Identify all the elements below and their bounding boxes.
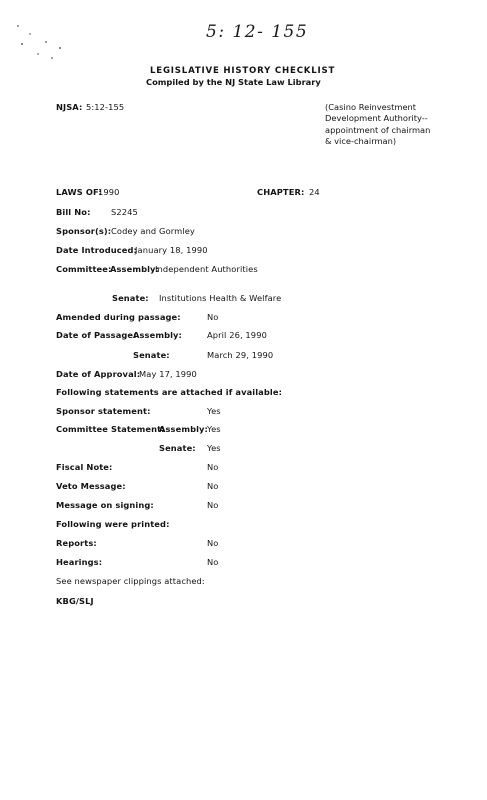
sponsors-value: Codey and Gormley: [111, 226, 195, 236]
passage-senate-label: Senate:: [133, 350, 170, 360]
date-of-approval-value: May 17, 1990: [139, 369, 197, 379]
passage-assembly-label: Assembly:: [133, 330, 182, 340]
reports-label: Reports:: [56, 538, 97, 548]
veto-message-label: Veto Message:: [56, 481, 126, 491]
bill-no-label: Bill No:: [56, 207, 91, 217]
committee-statement-assembly-label: Assembly:: [159, 424, 208, 434]
passage-assembly-value: April 26, 1990: [207, 330, 267, 340]
page-title: LEGISLATIVE HISTORY CHECKLIST: [150, 66, 336, 76]
sponsor-statement-label: Sponsor statement:: [56, 406, 151, 416]
hearings-label: Hearings:: [56, 557, 103, 567]
following-printed-heading: Following were printed:: [56, 519, 170, 529]
committee-statement-senate-value: Yes: [207, 443, 221, 453]
committee-label: Committee:: [56, 264, 112, 274]
laws-of-label: LAWS OF:: [56, 187, 102, 197]
subject-note: (Casino Reinvestment Development Authority--appointment of chairman & vice-chairman): [325, 102, 431, 146]
message-on-signing-label: Message on signing:: [56, 500, 154, 510]
sponsor-statement-value: Yes: [207, 406, 221, 416]
committee-statement-assembly-value: Yes: [207, 424, 221, 434]
compiler-initials: KBG/SLJ: [56, 596, 94, 606]
laws-of-value: 1990: [98, 187, 120, 197]
committee-assembly-value: Independent Authorities: [155, 264, 258, 274]
page-subtitle: Compiled by the NJ State Law Library: [146, 77, 321, 87]
fiscal-note-value: No: [207, 462, 219, 472]
date-introduced-value: January 18, 1990: [135, 245, 208, 255]
date-of-approval-label: Date of Approval:: [56, 369, 141, 379]
njsa-label: NJSA:: [56, 102, 83, 112]
amended-label: Amended during passage:: [56, 312, 181, 322]
committee-senate-label: Senate:: [112, 293, 149, 303]
following-statements-heading: Following statements are attached if available:: [56, 387, 283, 397]
scan-specks: [0, 0, 80, 70]
newspaper-clippings-note: See newspaper clippings attached:: [56, 576, 205, 586]
committee-statement-senate-label: Senate:: [159, 443, 196, 453]
sponsors-label: Sponsor(s):: [56, 226, 112, 236]
njsa-value: 5:12-155: [86, 102, 125, 112]
chapter-value: 24: [309, 187, 320, 197]
chapter-label: CHAPTER:: [257, 187, 305, 197]
reports-value: No: [207, 538, 219, 548]
amended-value: No: [207, 312, 219, 322]
handwritten-statute-ref: 5: 12- 155: [206, 22, 309, 42]
committee-assembly-label: Assembly:: [110, 264, 159, 274]
veto-message-value: No: [207, 481, 219, 491]
hearings-value: No: [207, 557, 219, 567]
committee-senate-value: Institutions Health & Welfare: [159, 293, 282, 303]
fiscal-note-label: Fiscal Note:: [56, 462, 113, 472]
date-introduced-label: Date Introduced:: [56, 245, 137, 255]
date-of-passage-label: Date of Passage:: [56, 330, 137, 340]
passage-senate-value: March 29, 1990: [207, 350, 274, 360]
committee-statement-label: Committee Statement:: [56, 424, 165, 434]
bill-no-value: S2245: [111, 207, 138, 217]
message-on-signing-value: No: [207, 500, 219, 510]
